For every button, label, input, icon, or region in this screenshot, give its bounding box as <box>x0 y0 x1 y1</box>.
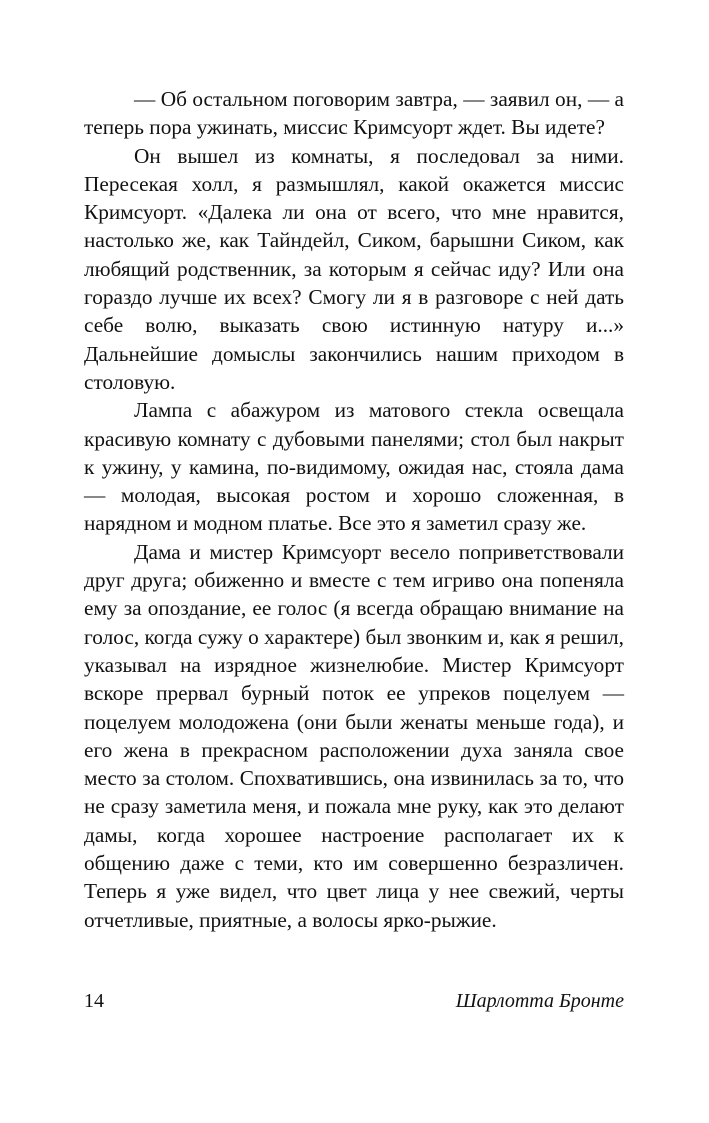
paragraph-2: Он вышел из комнаты, я последовал за ними. Пересекая холл, я размышлял, какой окажется миссис Кримсуорт. «Далека ли она от всего, что мне нравится, настолько же, как Тайндейл, Сиком, барышни Сиком, как любящий родственник, за которым я сейчас иду? Или она гораздо лучше их всех? Смогу ли я в разговоре с ней дать себе волю, выказать свою истинную натуру и...» Дальнейшие домыслы закончились нашим приходом в столовую. <box>84 143 624 394</box>
body-text <box>84 85 624 934</box>
paragraph-1: — Об остальном поговорим завтра, — заявил он, — а теперь пора ужинать, миссис Кримсуорт ждет. Вы идете? <box>84 87 624 140</box>
page-number: 14 <box>84 990 104 1012</box>
paragraph-4: Дама и мистер Кримсуорт весело поприветствовали друг друга; обиженно и вместе с тем игриво она попеняла ему за опоздание, ее голос (я всегда обращаю внимание на голос, когда сужу о характере) был звонким и, как я решил, указывал на изрядное жизнелюбие. Мистер Кримсуорт вскоре прервал бурный поток ее упреков поцелуем — поцелуем молодожена (они были женаты меньше года), и его жена в прекрасном расположении духа заняла свое место за столом. Спохватившись, она извинилась за то, что не сразу заметила меня, и пожала мне руку, как это делают дамы, когда хорошее настроение располагает их к общению даже с теми, кто им совершенно безразличен. Теперь я уже видел, что цвет лица у нее свежий, черты отчетливые, приятные, а волосы ярко-рыжие. <box>84 539 624 932</box>
page-footer <box>84 990 624 1013</box>
running-author: Шарлотта Бронте <box>455 990 624 1012</box>
paragraph-3: Лампа с абажуром из матового стекла освещала красивую комнату с дубовыми панелями; стол был накрыт к ужину, у камина, по-видимому, ожидая нас, стояла дама — молодая, высокая ростом и хорошо сложенная, в нарядном и модном платье. Все это я заметил сразу же. <box>84 398 624 536</box>
